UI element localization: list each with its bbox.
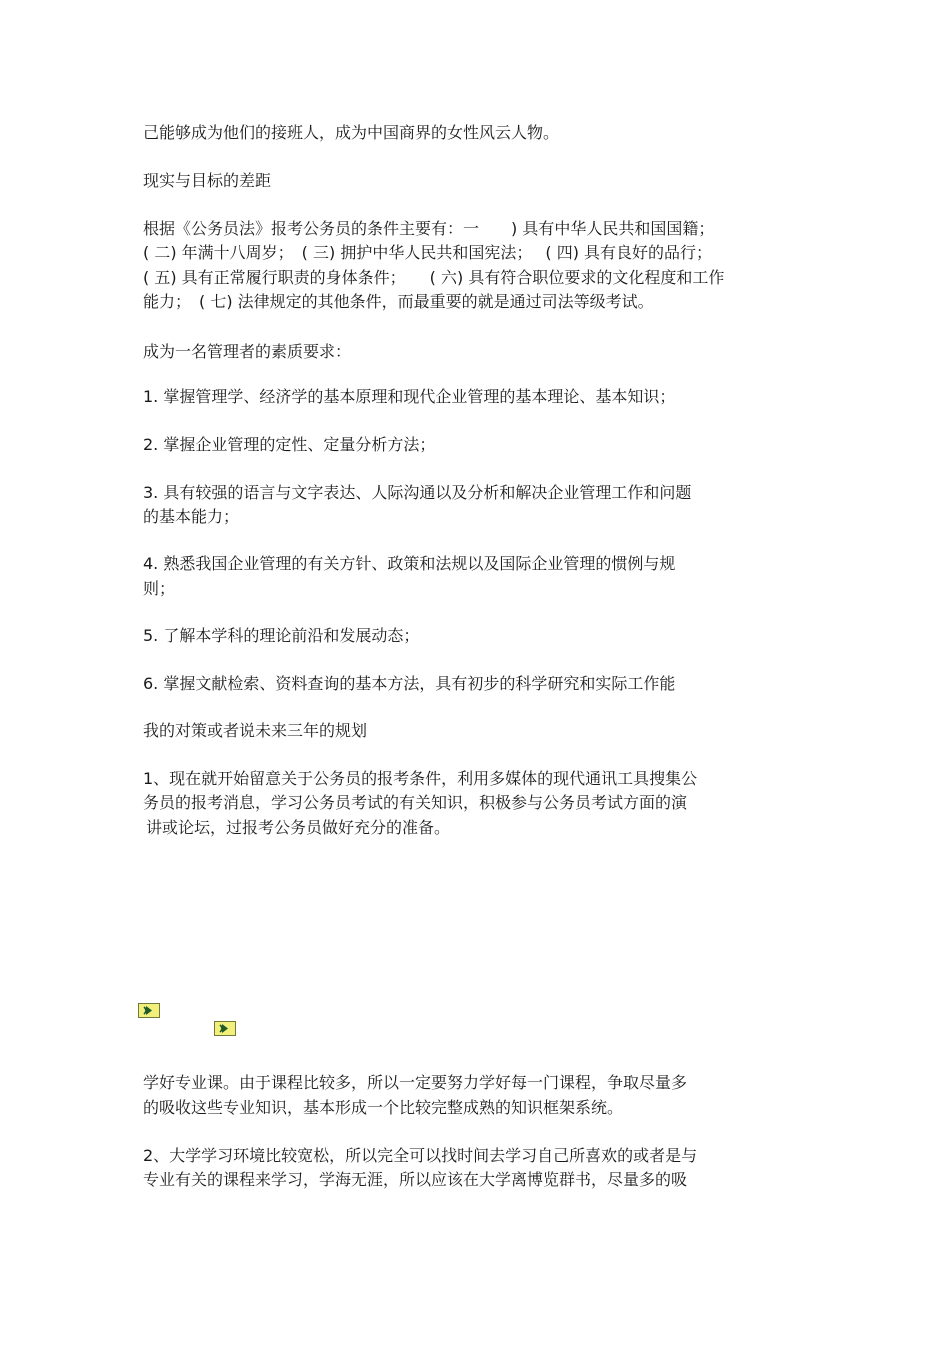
list-item: 2. 掌握企业管理的定性、定量分析方法；	[143, 435, 436, 454]
section-heading: 我的对策或者说未来三年的规划	[143, 721, 368, 740]
list-item-continued: 的基本能力；	[143, 507, 240, 526]
list-item-continued: 则；	[143, 579, 176, 598]
list-item: 3. 具有较强的语言与文字表达、人际沟通以及分析和解决企业管理工作和问题	[143, 483, 692, 502]
section-heading: 成为一名管理者的素质要求：	[143, 342, 352, 361]
list-item: 5. 了解本学科的理论前沿和发展动态；	[143, 626, 420, 645]
paragraph-line: 2、大学学习环境比较宽松，所以完全可以找时间去学习自己所喜欢的或者是与	[143, 1146, 698, 1165]
paragraph-line: 务员的报考消息，学习公务员考试的有关知识，积极参与公务员考试方面的演	[143, 793, 688, 812]
document-link-icon[interactable]	[138, 1003, 160, 1018]
section-heading: 现实与目标的差距	[143, 171, 272, 190]
paragraph-line: 学好专业课。由于课程比较多，所以一定要努力学好每一门课程，争取尽量多	[143, 1073, 688, 1092]
list-item: 1. 掌握管理学、经济学的基本原理和现代企业管理的基本理论、基本知识；	[143, 387, 676, 406]
paragraph-line: 能力； ( 七) 法律规定的其他条件，而最重要的就是通过司法等级考试。	[143, 292, 654, 311]
paragraph-line: 专业有关的课程来学习，学海无涯，所以应该在大学离博览群书，尽量多的吸	[143, 1170, 688, 1189]
paragraph-line: 的吸收这些专业知识，基本形成一个比较完整成熟的知识框架系统。	[143, 1098, 624, 1117]
document-link-icon[interactable]	[214, 1021, 236, 1036]
paragraph-line: ( 五) 具有正常履行职责的身体条件； ( 六) 具有符合职位要求的文化程度和工作	[143, 268, 725, 287]
paragraph-line: 根据《公务员法》报考公务员的条件主要有：一 ) 具有中华人民共和国国籍；	[143, 219, 715, 238]
paragraph-line: 己能够成为他们的接班人，成为中国商界的女性风云人物。	[143, 123, 560, 142]
list-item: 4. 熟悉我国企业管理的有关方针、政策和法规以及国际企业管理的惯例与规	[143, 554, 676, 573]
paragraph-line: ( 二) 年满十八周岁； ( 三) 拥护中华人民共和国宪法； ( 四) 具有良好的品行；	[143, 243, 713, 262]
paragraph-line: 1、现在就开始留意关于公务员的报考条件，利用多媒体的现代通讯工具搜集公	[143, 769, 698, 788]
list-item: 6. 掌握文献检索、资料查询的基本方法，具有初步的科学研究和实际工作能	[143, 674, 676, 693]
paragraph-line: 讲或论坛，过报考公务员做好充分的准备。	[146, 818, 451, 837]
